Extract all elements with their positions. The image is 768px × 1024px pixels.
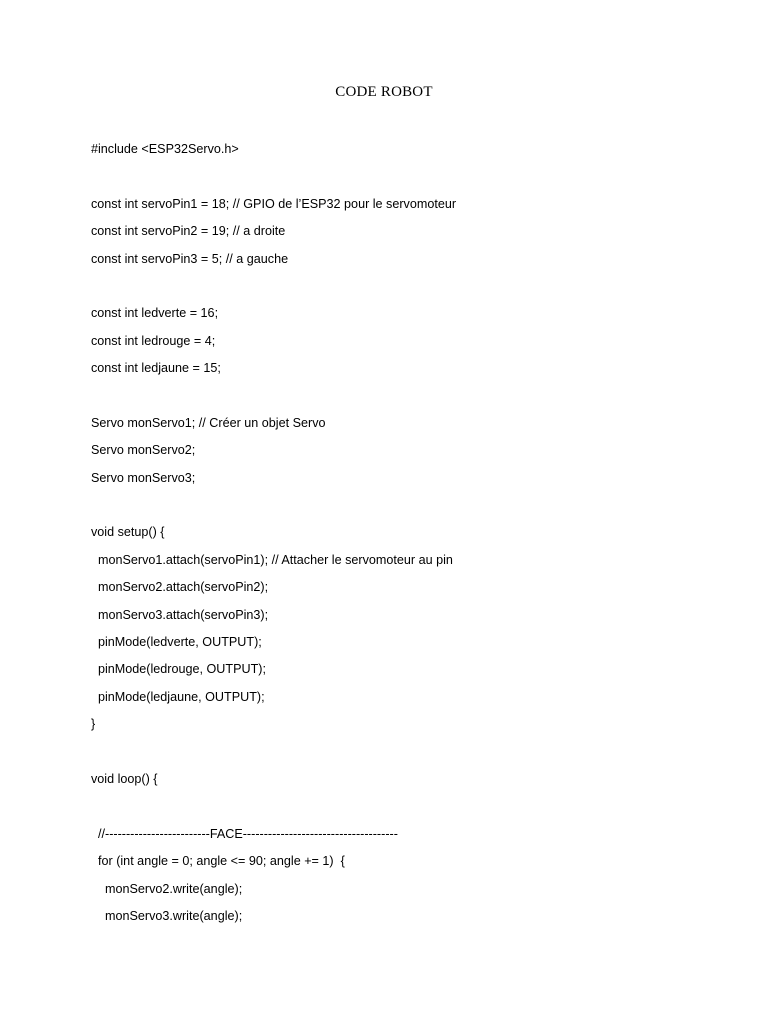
blank-line (91, 797, 691, 824)
blank-line (91, 277, 691, 304)
code-line: const int ledverte = 16; (91, 306, 219, 321)
code-line: void loop() { (91, 771, 158, 786)
document-title: CODE ROBOT (335, 84, 433, 100)
code-line: monServo3.write(angle); (91, 908, 243, 923)
code-line: pinMode(ledverte, OUTPUT); (91, 635, 262, 650)
blank-line (91, 167, 691, 194)
code-line: Servo monServo1; // Créer un objet Servo (91, 415, 326, 430)
blank-line (91, 387, 691, 414)
code-line: monServo3.attach(servoPin3); (91, 607, 269, 622)
code-line: const int servoPin3 = 5; // a gauche (91, 251, 289, 266)
blank-line (91, 743, 691, 770)
code-line: const int servoPin2 = 19; // a droite (91, 224, 286, 239)
code-line: pinMode(ledjaune, OUTPUT); (91, 689, 265, 704)
code-line: pinMode(ledrouge, OUTPUT); (91, 662, 266, 677)
code-line: //-------------------------FACE------------------------------------- (91, 826, 398, 841)
code-line: Servo monServo3; (91, 470, 196, 485)
code-block (91, 140, 691, 934)
code-line: monServo1.attach(servoPin1); // Attacher le servomoteur au pin (91, 552, 453, 567)
code-line: monServo2.attach(servoPin2); (91, 580, 269, 595)
code-line: monServo2.write(angle); (91, 881, 243, 896)
code-line: #include <ESP32Servo.h> (91, 142, 239, 156)
code-line: const int ledjaune = 15; (91, 361, 221, 376)
code-line: const int ledrouge = 4; (91, 333, 216, 348)
code-line: void setup() { (91, 525, 165, 540)
code-line: } (91, 717, 96, 732)
code-line: for (int angle = 0; angle <= 90; angle += 1) { (91, 854, 345, 869)
code-line: Servo monServo2; (91, 443, 196, 458)
blank-line (91, 496, 691, 523)
code-line: const int servoPin1 = 18; // GPIO de l’ESP32 pour le servomoteur (91, 196, 457, 211)
